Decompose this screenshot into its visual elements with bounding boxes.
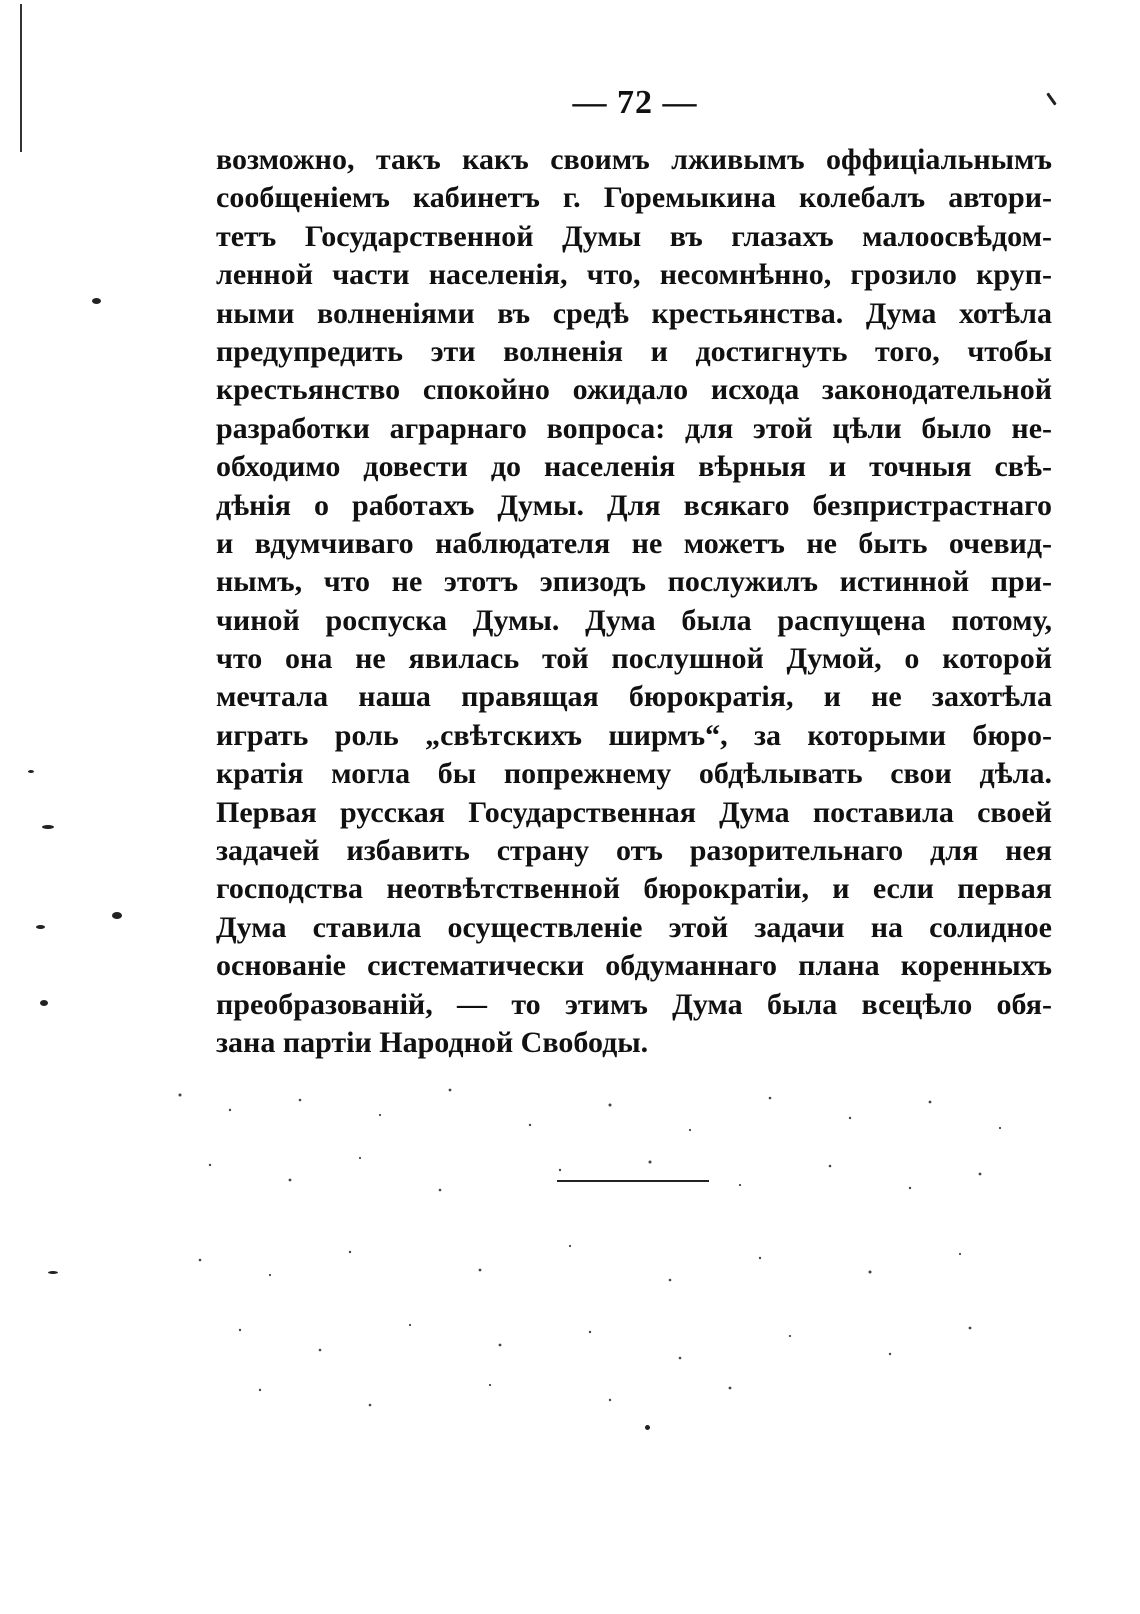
scan-margin-mark [20, 4, 22, 152]
text-line: Дума ставила осуществленіе этой задачи на солидное [216, 910, 1052, 944]
scan-speck [36, 925, 45, 929]
scan-speck [48, 1271, 58, 1274]
scan-noise [150, 1070, 1050, 1430]
text-line: возможно, такъ какъ своимъ лживымъ оффиціальнымъ [216, 143, 1052, 176]
text-line: ленной части населенія, что, несомнѣнно, грозило круп- [216, 258, 1052, 292]
text-line: задачей избавить страну отъ разорительнаго для нея [216, 834, 1052, 868]
text-line: что она не явилась той послушной Думой, о которой [216, 642, 1052, 676]
text-line: и вдумчиваго наблюдателя не можетъ не быть очевид- [216, 526, 1052, 560]
text-line: дѣнія о работахъ Думы. Для всякаго безпристрастнаго [216, 488, 1052, 522]
text-line: сообщеніемъ кабинетъ г. Горемыкина колебалъ автори- [216, 181, 1052, 215]
text-line: предупредить эти волненія и достигнуть того, чтобы [216, 334, 1052, 368]
text-line: разработки аграрнаго вопроса: для этой цѣли было не- [216, 411, 1052, 445]
text-line: крестьянство спокойно ожидало исхода законодательной [216, 373, 1052, 407]
text-line: чиной роспуска Думы. Дума была распущена потому, [216, 603, 1052, 637]
text-line: играть роль „свѣтскихъ ширмъ“, за которыми бюро- [216, 718, 1052, 752]
text-line: преобразованій, — то этимъ Дума была всецѣло обя- [216, 987, 1052, 1021]
text-line: нымъ, что не этотъ эпизодъ послужилъ истинной при- [216, 565, 1052, 599]
text-line: господства неотвѣтственной бюрократіи, и если первая [216, 872, 1052, 906]
text-line: мечтала наша правящая бюрократія, и не захотѣла [216, 680, 1052, 714]
text-line: основаніе систематически обдуманнаго плана коренныхъ [216, 949, 1052, 983]
text-line: Первая русская Государственная Дума поставила своей [216, 795, 1052, 829]
scan-speck [40, 1000, 48, 1006]
text-line: кратія могла бы попрежнему обдѣлывать свои дѣла. [216, 757, 1052, 791]
body-text [216, 141, 1052, 1062]
page-number: — 72 — [572, 84, 698, 121]
text-line: тетъ Государственной Думы въ глазахъ малоосвѣдом- [216, 219, 1052, 253]
text-line: ными волненіями въ средѣ крестьянства. Дума хотѣла [216, 296, 1052, 330]
scan-speck [42, 825, 54, 829]
scan-speck [112, 912, 122, 919]
scan-speck [28, 770, 34, 773]
text-line: обходимо довести до населенія вѣрныя и точныя свѣ- [216, 450, 1052, 484]
scan-speck [92, 298, 101, 304]
text-line: зана партіи Народной Свободы. [216, 1025, 649, 1059]
